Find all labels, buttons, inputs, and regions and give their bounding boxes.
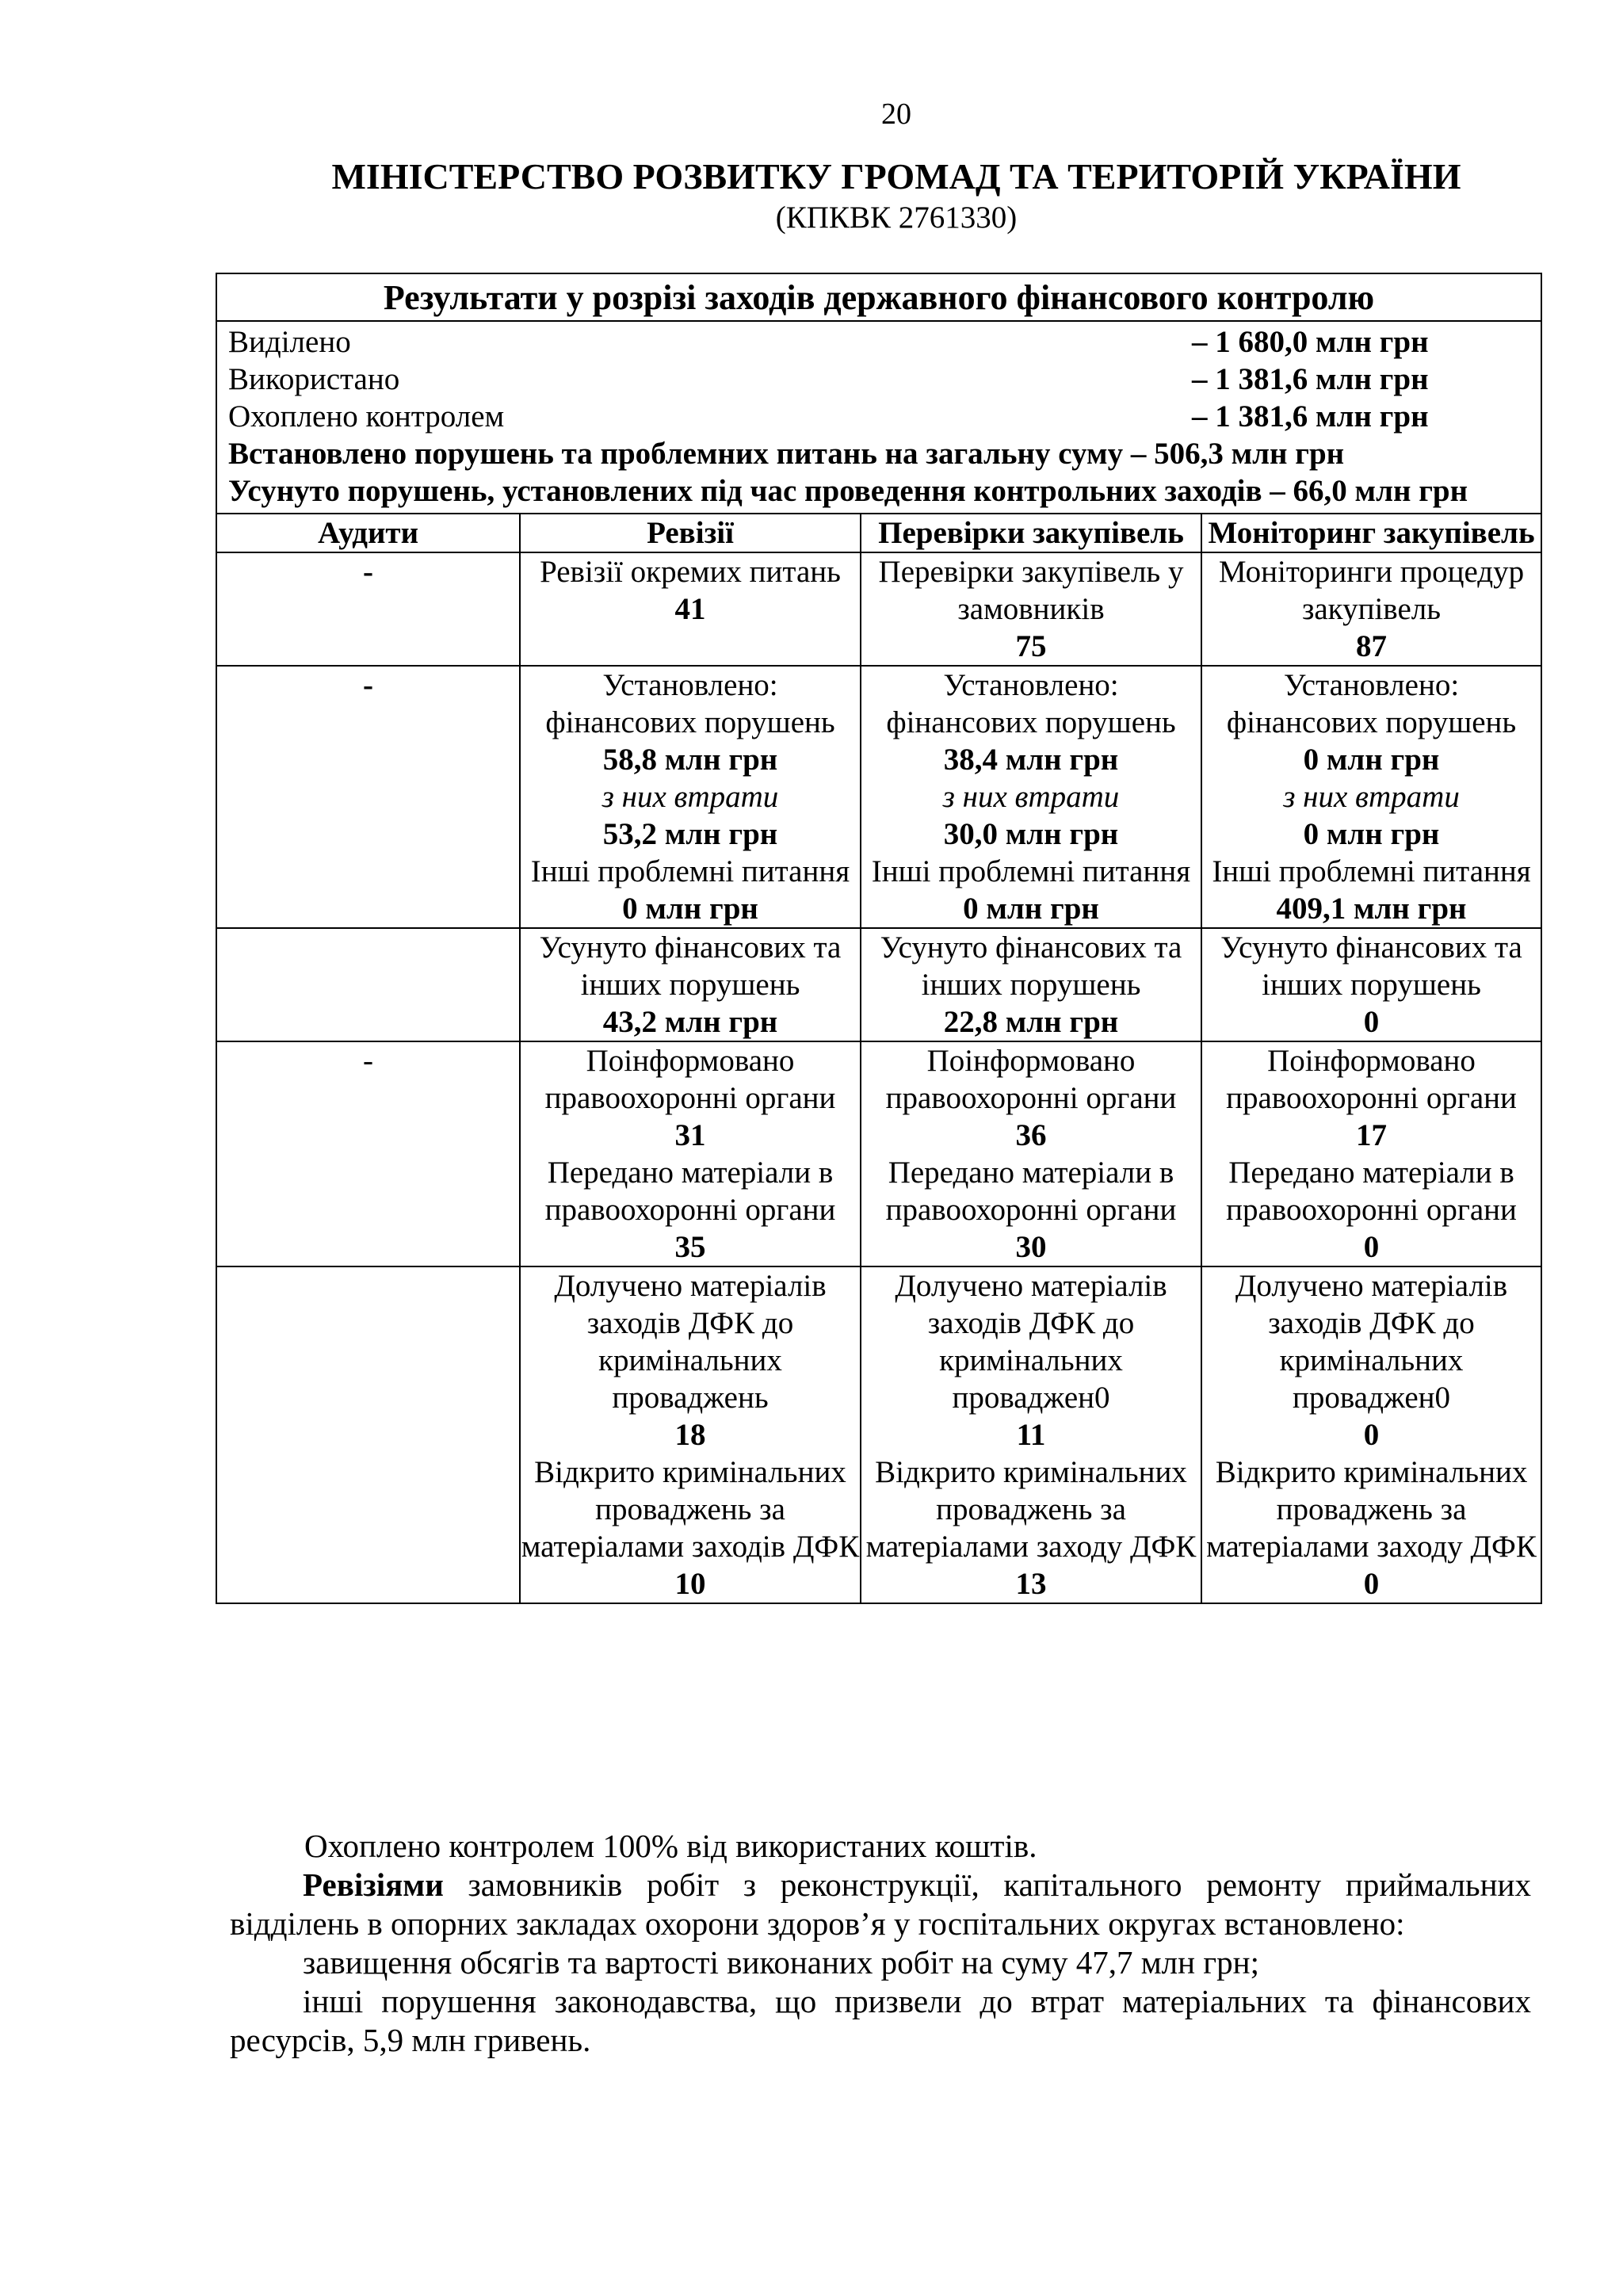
summary-allocated bbox=[228, 323, 1531, 361]
revisions-cell bbox=[520, 666, 861, 928]
transferred-label: Передано матеріали в правоохоронні органи bbox=[885, 1156, 1177, 1227]
other-issues-value: 0 млн грн bbox=[622, 892, 758, 926]
transferred-value: 30 bbox=[1015, 1230, 1047, 1264]
summary-used bbox=[228, 361, 1531, 398]
table-summary bbox=[216, 321, 1541, 514]
audits-cell: - bbox=[216, 552, 520, 666]
table-row bbox=[216, 928, 1541, 1041]
audits-cell bbox=[216, 928, 520, 1041]
fin-violations-label: фінансових порушень bbox=[1226, 705, 1517, 739]
ministry-title: МІНІСТЕРСТВО РОЗВИТКУ ГРОМАД ТА ТЕРИТОРІЙ УКРАЇНИ bbox=[331, 156, 1461, 197]
checks-label: Перевірки закупівель у замовників bbox=[878, 555, 1184, 626]
checks-cell bbox=[861, 928, 1201, 1041]
eliminated-label: Усунуто фінансових та інших порушень bbox=[539, 930, 842, 1002]
attached-label: Долучено матеріалів заходів ДФК до кримінальних проваджень bbox=[554, 1269, 827, 1415]
revisions-cell bbox=[520, 928, 861, 1041]
audits-cell: - bbox=[216, 666, 520, 928]
fin-violations-label: фінансових порушень bbox=[545, 705, 835, 739]
fin-violations-label: фінансових порушень bbox=[886, 705, 1176, 739]
eliminated-label: Усунуто фінансових та інших порушень bbox=[880, 930, 1182, 1002]
monitoring-cell bbox=[1201, 552, 1541, 666]
opened-value: 13 bbox=[1015, 1567, 1047, 1601]
opened-label: Відкрито кримінальних проваджень за матеріалами заходів ДФК bbox=[521, 1455, 860, 1564]
table-row bbox=[216, 1041, 1541, 1266]
finding-item-2: інші порушення законодавства, що призвели до втрат матеріальних та фінансових ресурсів, 5,9 млн гривень. bbox=[230, 1983, 1531, 2058]
informed-value: 36 bbox=[1015, 1118, 1047, 1152]
revisions-label: Ревізії окремих питань bbox=[540, 555, 841, 589]
transferred-label: Передано матеріали в правоохоронні органи bbox=[544, 1156, 836, 1227]
used-label: Використано bbox=[228, 362, 400, 396]
covered-label: Охоплено контролем bbox=[228, 399, 505, 434]
informed-label: Поінформовано правоохоронні органи bbox=[544, 1044, 836, 1115]
page-number: 20 bbox=[881, 97, 911, 131]
audits-cell bbox=[216, 1266, 520, 1603]
attached-label: Долучено матеріалів заходів ДФК до кримінальних проваджен0 bbox=[895, 1269, 1167, 1415]
monitoring-cell bbox=[1201, 1041, 1541, 1266]
monitoring-cell bbox=[1201, 928, 1541, 1041]
eliminated-value: 43,2 млн грн bbox=[602, 1005, 778, 1039]
finding-item-1: завищення обсягів та вартості виконаних робіт на суму 47,7 млн грн; bbox=[303, 1944, 1259, 1981]
summary-violations: Встановлено порушень та проблемних питань на загальну суму – 506,3 млн грн bbox=[228, 437, 1345, 471]
col-header-procurement-monitoring: Моніторинг закупівель bbox=[1201, 514, 1541, 552]
revisions-rest: замовників робіт з реконструкції, капітального ремонту приймальних відділень в опорних закладах охорони здоров’я у госпітальних округах встановлено: bbox=[230, 1866, 1531, 1942]
table-row bbox=[216, 552, 1541, 666]
other-issues-label: Інші проблемні питання bbox=[1212, 854, 1531, 888]
allocated-label: Виділено bbox=[228, 325, 351, 359]
established-label: Установлено: bbox=[943, 668, 1119, 702]
other-issues-value: 0 млн грн bbox=[963, 892, 1099, 926]
attached-value: 11 bbox=[1016, 1418, 1046, 1452]
revisions-lead: Ревізіями bbox=[303, 1866, 444, 1903]
checks-cell bbox=[861, 1041, 1201, 1266]
revisions-cell bbox=[520, 552, 861, 666]
results-table bbox=[216, 273, 1542, 1604]
body-text bbox=[230, 1827, 1531, 2060]
fin-violations-value: 0 млн грн bbox=[1303, 743, 1440, 777]
used-value: – 1 381,6 млн грн bbox=[1192, 362, 1429, 396]
attached-label: Долучено матеріалів заходів ДФК до кримінальних проваджен0 bbox=[1235, 1269, 1508, 1415]
table-row bbox=[216, 666, 1541, 928]
other-issues-label: Інші проблемні питання bbox=[530, 854, 850, 888]
col-header-procurement-checks: Перевірки закупівель bbox=[861, 514, 1201, 552]
opened-value: 10 bbox=[674, 1567, 706, 1601]
transferred-value: 0 bbox=[1363, 1230, 1380, 1264]
informed-value: 17 bbox=[1356, 1118, 1387, 1152]
established-label: Установлено: bbox=[1283, 668, 1460, 702]
other-issues-value: 409,1 млн грн bbox=[1276, 892, 1467, 926]
monitoring-count: 87 bbox=[1356, 629, 1387, 663]
revisions-cell bbox=[520, 1266, 861, 1603]
eliminated-value: 0 bbox=[1363, 1005, 1380, 1039]
transferred-label: Передано матеріали в правоохоронні органи bbox=[1226, 1156, 1517, 1227]
fin-violations-value: 38,4 млн грн bbox=[943, 743, 1119, 777]
opened-label: Відкрито кримінальних проваджень за матеріалами заходу ДФК bbox=[1206, 1455, 1537, 1564]
col-header-revisions: Ревізії bbox=[520, 514, 861, 552]
covered-value: – 1 381,6 млн грн bbox=[1192, 399, 1429, 434]
losses-value: 0 млн грн bbox=[1303, 817, 1440, 851]
summary-eliminated: Усунуто порушень, установлених під час проведення контрольних заходів – 66,0 млн грн bbox=[228, 474, 1468, 508]
coverage-paragraph: Охоплено контролем 100% від використаних коштів. bbox=[304, 1828, 1037, 1864]
attached-value: 18 bbox=[674, 1418, 706, 1452]
table-title: Результати у розрізі заходів державного фінансового контролю bbox=[216, 273, 1541, 321]
table-row bbox=[216, 1266, 1541, 1603]
monitoring-label: Моніторинги процедур закупівель bbox=[1218, 555, 1525, 626]
revisions-cell bbox=[520, 1041, 861, 1266]
informed-value: 31 bbox=[674, 1118, 706, 1152]
revisions-paragraph bbox=[230, 1866, 1531, 1943]
fin-violations-value: 58,8 млн грн bbox=[602, 743, 778, 777]
checks-count: 75 bbox=[1015, 629, 1047, 663]
informed-label: Поінформовано правоохоронні органи bbox=[1226, 1044, 1517, 1115]
losses-label: з них втрати bbox=[942, 780, 1120, 814]
losses-label: з них втрати bbox=[1283, 780, 1460, 814]
budget-code: (КПКВК 2761330) bbox=[775, 201, 1018, 235]
audits-cell: - bbox=[216, 1041, 520, 1266]
col-header-audits: Аудити bbox=[216, 514, 520, 552]
monitoring-cell bbox=[1201, 1266, 1541, 1603]
opened-label: Відкрито кримінальних проваджень за матеріалами заходу ДФК bbox=[865, 1455, 1197, 1564]
transferred-value: 35 bbox=[674, 1230, 706, 1264]
opened-value: 0 bbox=[1363, 1567, 1380, 1601]
losses-value: 53,2 млн грн bbox=[602, 817, 778, 851]
eliminated-value: 22,8 млн грн bbox=[943, 1005, 1119, 1039]
losses-value: 30,0 млн грн bbox=[943, 817, 1119, 851]
informed-label: Поінформовано правоохоронні органи bbox=[885, 1044, 1177, 1115]
summary-covered bbox=[228, 398, 1531, 435]
losses-label: з них втрати bbox=[601, 780, 779, 814]
checks-cell bbox=[861, 666, 1201, 928]
eliminated-label: Усунуто фінансових та інших порушень bbox=[1220, 930, 1522, 1002]
monitoring-cell bbox=[1201, 666, 1541, 928]
checks-cell bbox=[861, 1266, 1201, 1603]
allocated-value: – 1 680,0 млн грн bbox=[1192, 325, 1429, 359]
revisions-count: 41 bbox=[674, 592, 706, 626]
other-issues-label: Інші проблемні питання bbox=[871, 854, 1191, 888]
attached-value: 0 bbox=[1363, 1418, 1380, 1452]
established-label: Установлено: bbox=[602, 668, 778, 702]
checks-cell bbox=[861, 552, 1201, 666]
